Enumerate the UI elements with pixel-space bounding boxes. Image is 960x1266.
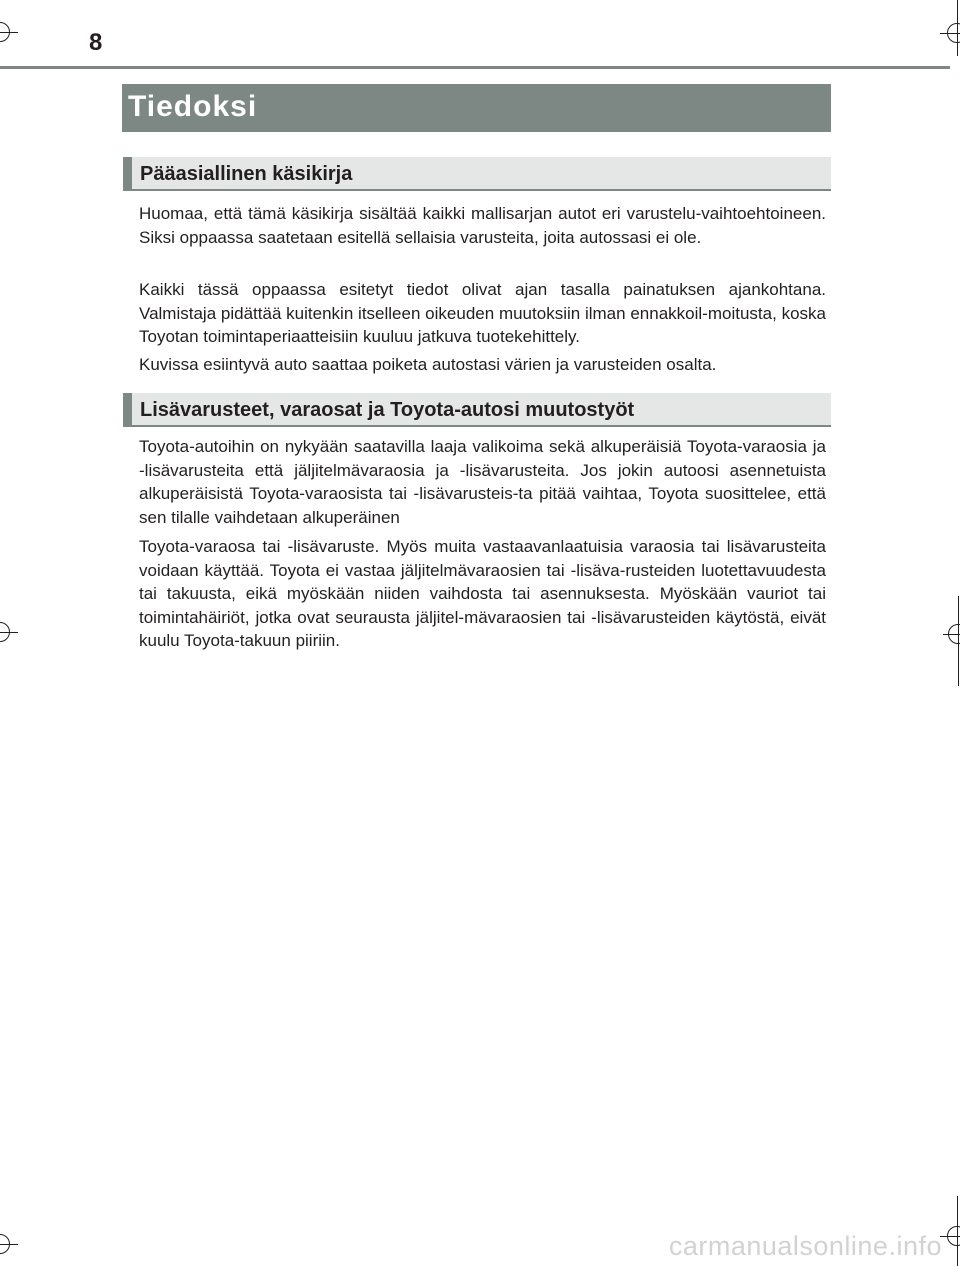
subsection-heading-main-manual [123, 157, 831, 191]
heading-underline [123, 425, 831, 427]
subsection-heading-label: Lisävarusteet, varaosat ja Toyota-autosi muutostyöt [140, 399, 635, 421]
header-rule [0, 66, 950, 69]
paragraph: Toyota-varaosa tai -lisävaruste. Myös muita vastaavanlaatuisia varaosia tai lisävarusteita voidaan käyttää. Toyota ei vastaa jäljitelmävaraosien tai -lisäva-rusteiden luotettavuudesta tai takuusta, eikä myöskään niiden vaihdosta tai asennuksesta. Myöskään vauriot tai toimintahäiriöt, jotka ovat seurausta jäljitel-mävaraosien tai -lisävarusteiden käytöstä, eivät kuulu Toyota-takuun piiriin. [139, 537, 826, 650]
crop-mark-bottom-left [0, 1230, 20, 1266]
crop-mark-mid-right [935, 596, 960, 686]
watermark: carmanualsonline.info [668, 1231, 942, 1261]
page-number: 8 [89, 29, 103, 56]
paragraph: Kuvissa esiintyvä auto saattaa poiketa autostasi värien ja varusteiden osalta. [139, 355, 717, 374]
heading-accent-bar [123, 393, 132, 427]
heading-underline [123, 189, 831, 191]
subsection-heading-label: Pääasiallinen käsikirja [140, 163, 353, 185]
crop-mark-top-right [930, 0, 960, 68]
heading-accent-bar [123, 157, 132, 191]
paragraph: Huomaa, että tämä käsikirja sisältää kaikki mallisarjan autot eri varustelu-vaihtoehtoineen. Siksi oppaassa saatetaan esitellä sellaisia varusteita, joita autossasi ei ole. [139, 204, 826, 247]
section-banner [122, 84, 831, 132]
section-title: Tiedoksi [128, 90, 258, 123]
crop-mark-mid-left [0, 618, 20, 648]
paragraph: Kaikki tässä oppaassa esitetyt tiedot olivat ajan tasalla painatuksen ajankohtana. Valmistaja pidättää kuitenkin itselleen oikeuden muutoksiin ilman ennakkoil-moitusta, koska Toyotan toimintaperiaatteisiin kuuluu jatkuva tuotekehittely. [139, 280, 826, 346]
paragraph: Toyota-autoihin on nykyään saatavilla laaja valikoima sekä alkuperäisiä Toyota-varaosia ja -lisävarusteita että jäljitelmävaraosia ja -lisävarusteita. Jos jokin autoosi asennetuista alkuperäisistä Toyota-varaosista tai -lisävarusteis-ta pitää vaihtaa, Toyota suosittelee, että sen tilalle vaihdetaan alkuperäinen [139, 437, 826, 527]
crop-mark-top-left [0, 20, 20, 42]
subsection-heading-accessories [123, 393, 831, 427]
